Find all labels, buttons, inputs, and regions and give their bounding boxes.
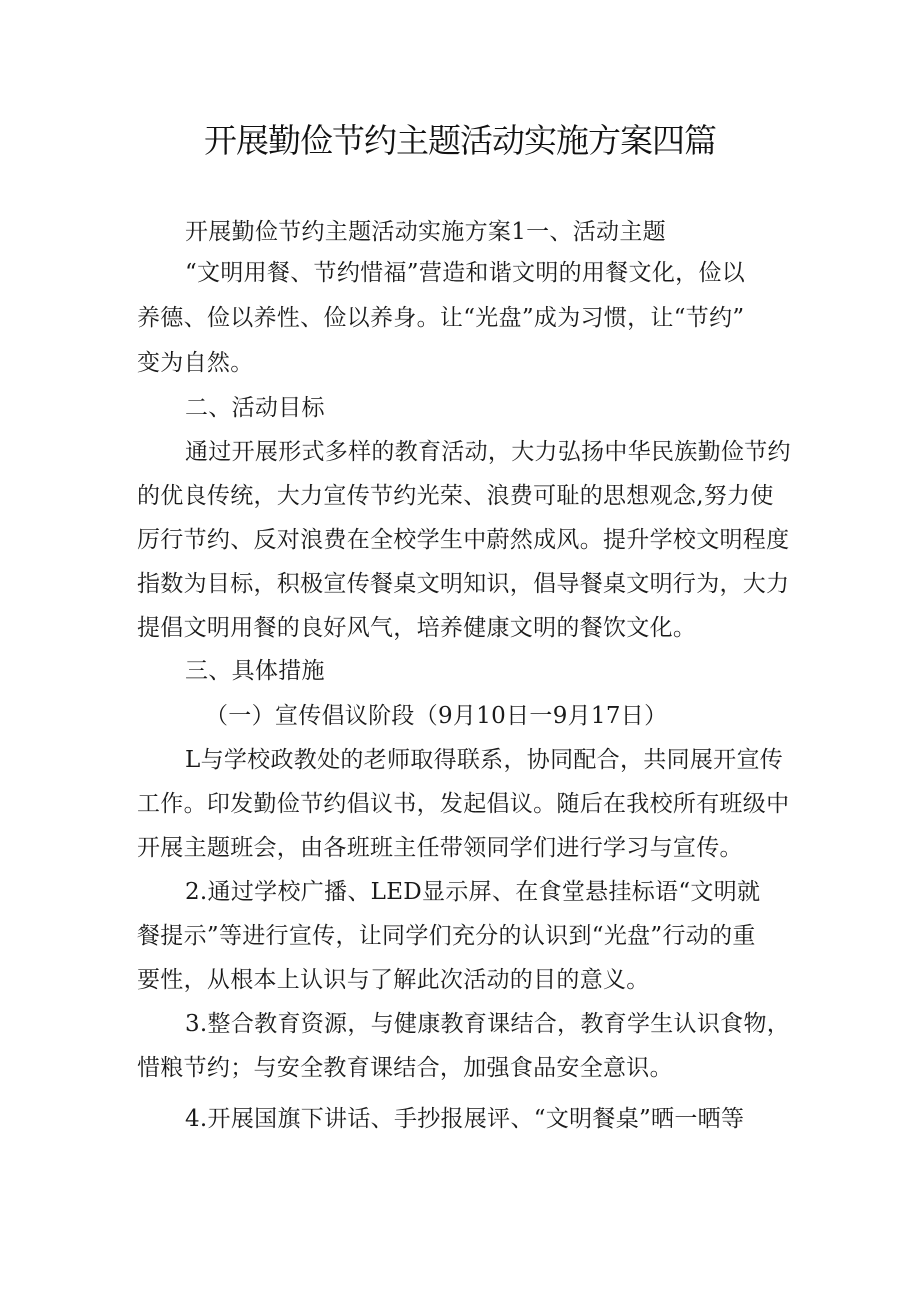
section-heading: 三、具体措施 <box>185 658 325 684</box>
paragraph-line: 餐提示”等进行宣传，让同学们充分的认识到“光盘”行动的重 <box>137 923 756 949</box>
paragraph-line: 的优良传统，大力宣传节约光荣、浪费可耻的思想观念,努力使 <box>137 483 774 509</box>
paragraph-line: 指数为目标，积极宣传餐桌文明知识，倡导餐桌文明行为，大力 <box>137 571 790 597</box>
paragraph-line: “文明用餐、节约惜福”营造和谐文明的用餐文化，俭以 <box>185 260 746 286</box>
paragraph-line: 3.整合教育资源，与健康教育课结合，教育学生认识食物， <box>185 1011 791 1037</box>
paragraph-line: 4.开展国旗下讲话、手抄报展评、“文明餐桌”晒一晒等 <box>185 1106 745 1132</box>
document-title: 开展勤俭节约主题活动实施方案四篇 <box>204 121 716 160</box>
paragraph-line: 开展主题班会，由各班班主任带领同学们进行学习与宣传。 <box>137 835 743 861</box>
paragraph-line: 工作。印发勤俭节约倡议书，发起倡议。随后在我校所有班级中 <box>137 791 790 817</box>
paragraph-line: 变为自然。 <box>137 350 254 376</box>
section-heading: 二、活动目标 <box>185 395 325 421</box>
paragraph-line: 养德、俭以养性、俭以养身。让“光盘”成为习惯，让“节约” <box>137 305 745 331</box>
subsection-heading: （一）宣传倡议阶段（9月10日一9月17日） <box>205 703 668 729</box>
paragraph-line: 提倡文明用餐的良好风气，培养健康文明的餐饮文化。 <box>137 615 697 641</box>
paragraph-line: 通过开展形式多样的教育活动，大力弘扬中华民族勤俭节约 <box>185 439 791 465</box>
paragraph-line: 厉行节约、反对浪费在全校学生中蔚然成风。提升学校文明程度 <box>137 527 790 553</box>
paragraph-line: L与学校政教处的老师取得联系，协同配合，共同展开宣传 <box>185 747 784 773</box>
paragraph-line: 要性，从根本上认识与了解此次活动的目的意义。 <box>137 967 650 993</box>
paragraph-line: 惜粮节约；与安全教育课结合，加强食品安全意识。 <box>137 1055 673 1081</box>
paragraph-line: 开展勤俭节约主题活动实施方案1一、活动主题 <box>185 219 666 245</box>
paragraph-line: 2.通过学校广播、LED显示屏、在食堂悬挂标语“文明就 <box>185 879 761 905</box>
